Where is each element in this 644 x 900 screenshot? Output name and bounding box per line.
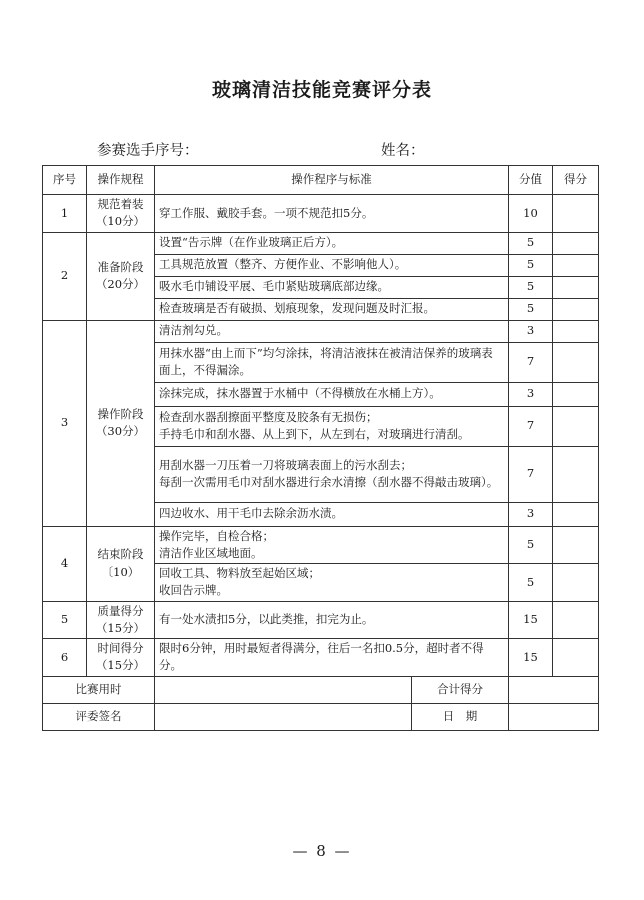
score-cell[interactable] <box>553 276 599 298</box>
points-value: 7 <box>509 342 553 382</box>
score-cell[interactable] <box>553 502 599 526</box>
table-row <box>43 232 599 254</box>
group-category: 规范着装 （10分） <box>87 195 155 233</box>
points-value: 5 <box>509 276 553 298</box>
procedure-text: 工具规范放置（整齐、方便作业、不影响他人）。 <box>155 254 509 276</box>
points-value: 7 <box>509 446 553 502</box>
header-points: 分值 <box>509 166 553 195</box>
points-value: 3 <box>509 502 553 526</box>
score-cell[interactable] <box>553 342 599 382</box>
table-row <box>43 601 599 639</box>
procedure-text: 用刮水器一刀压着一刀将玻璃表面上的污水刮去； 每刮一次需用毛巾对刮水器进行余水清擦（刮水器不得敲击玻璃）。 <box>155 446 509 502</box>
score-cell[interactable] <box>553 639 599 677</box>
time-used-label: 比赛用时 <box>43 676 155 703</box>
table-row <box>43 639 599 677</box>
header-category: 操作规程 <box>87 166 155 195</box>
contestant-number-label: 参赛选手序号： <box>97 143 199 159</box>
score-cell[interactable] <box>553 195 599 233</box>
score-cell[interactable] <box>553 526 599 564</box>
points-value: 15 <box>509 601 553 639</box>
procedure-text: 检查玻璃是否有破损、划痕现象，发现问题及时汇报。 <box>155 298 509 320</box>
points-value: 5 <box>509 232 553 254</box>
points-value: 15 <box>509 639 553 677</box>
score-cell[interactable] <box>553 406 599 446</box>
procedure-text: 检查刮水器刮擦面平整度及胶条有无损伤； 手持毛巾和刮水器、从上到下，从左到右，对玻璃进行清刮。 <box>155 406 509 446</box>
procedure-text: 涂抹完成，抹水器置于水桶中（不得横放在水桶上方）。 <box>155 382 509 406</box>
group-category: 质量得分 （15分） <box>87 601 155 639</box>
group-category: 时间得分 （15分） <box>87 639 155 677</box>
score-table <box>42 165 599 731</box>
header-no: 序号 <box>43 166 87 195</box>
score-cell[interactable] <box>553 382 599 406</box>
judge-signature-label: 评委签名 <box>43 703 155 730</box>
procedure-text: 回收工具、物料放至起始区域； 收回告示牌。 <box>155 564 509 602</box>
judge-signature-cell[interactable] <box>155 703 509 730</box>
procedure-text: 设置“告示牌（在作业玻璃正后方）。 <box>155 232 509 254</box>
contestant-info-row <box>97 139 557 161</box>
group-category: 操作阶段 （30分） <box>87 320 155 526</box>
header-score: 得分 <box>553 166 599 195</box>
total-score-label: 合计得分 <box>411 677 508 703</box>
score-cell[interactable] <box>553 298 599 320</box>
table-row-time-total <box>43 676 599 703</box>
score-cell[interactable] <box>553 601 599 639</box>
table-row <box>43 320 599 342</box>
score-cell[interactable] <box>553 254 599 276</box>
group-no: 1 <box>43 195 87 233</box>
points-value: 7 <box>509 406 553 446</box>
document-title: 玻璃清洁技能竞赛评分表 <box>211 79 432 101</box>
score-cell[interactable] <box>553 320 599 342</box>
time-used-cell[interactable] <box>155 676 509 703</box>
points-value: 3 <box>509 320 553 342</box>
table-row-judge-date <box>43 703 599 730</box>
table-header-row <box>43 166 599 195</box>
procedure-text: 用抹水器“由上而下”均匀涂抹，将清洁液抹在被清洁保养的玻璃表面上，不得漏涂。 <box>155 342 509 382</box>
group-category: 准备阶段 （20分） <box>87 232 155 320</box>
group-no: 2 <box>43 232 87 320</box>
group-no: 6 <box>43 639 87 677</box>
points-value: 5 <box>509 254 553 276</box>
procedure-text: 穿工作服、戴胶手套。一项不规范扣5分。 <box>155 195 509 233</box>
points-value: 5 <box>509 564 553 602</box>
contestant-name-label: 姓名： <box>381 143 425 159</box>
points-value: 5 <box>509 298 553 320</box>
group-no: 3 <box>43 320 87 526</box>
score-cell[interactable] <box>553 564 599 602</box>
date-cell[interactable] <box>509 703 599 730</box>
header-procedure: 操作程序与标准 <box>155 166 509 195</box>
score-cell[interactable] <box>553 232 599 254</box>
points-value: 5 <box>509 526 553 564</box>
group-no: 5 <box>43 601 87 639</box>
procedure-text: 有一处水渍扣5分，以此类推，扣完为止。 <box>155 601 509 639</box>
procedure-text: 清洁剂勾兑。 <box>155 320 509 342</box>
points-value: 3 <box>509 382 553 406</box>
table-row <box>43 195 599 233</box>
score-cell[interactable] <box>553 446 599 502</box>
total-score-cell[interactable] <box>509 676 599 703</box>
page-number: — 8 — <box>292 842 352 860</box>
procedure-text: 操作完毕，自检合格； 清洁作业区域地面。 <box>155 526 509 564</box>
group-category: 结束阶段 〔10） <box>87 526 155 601</box>
procedure-text: 四边收水、用干毛巾去除余沥水渍。 <box>155 502 509 526</box>
procedure-text: 吸水毛巾铺设平展、毛巾紧贴玻璃底部边缘。 <box>155 276 509 298</box>
table-row <box>43 526 599 564</box>
points-value: 10 <box>509 195 553 233</box>
group-no: 4 <box>43 526 87 601</box>
date-label: 日 期 <box>411 704 508 730</box>
procedure-text: 限时6分钟，用时最短者得满分，往后一名扣0.5分，超时者不得分。 <box>155 639 509 677</box>
